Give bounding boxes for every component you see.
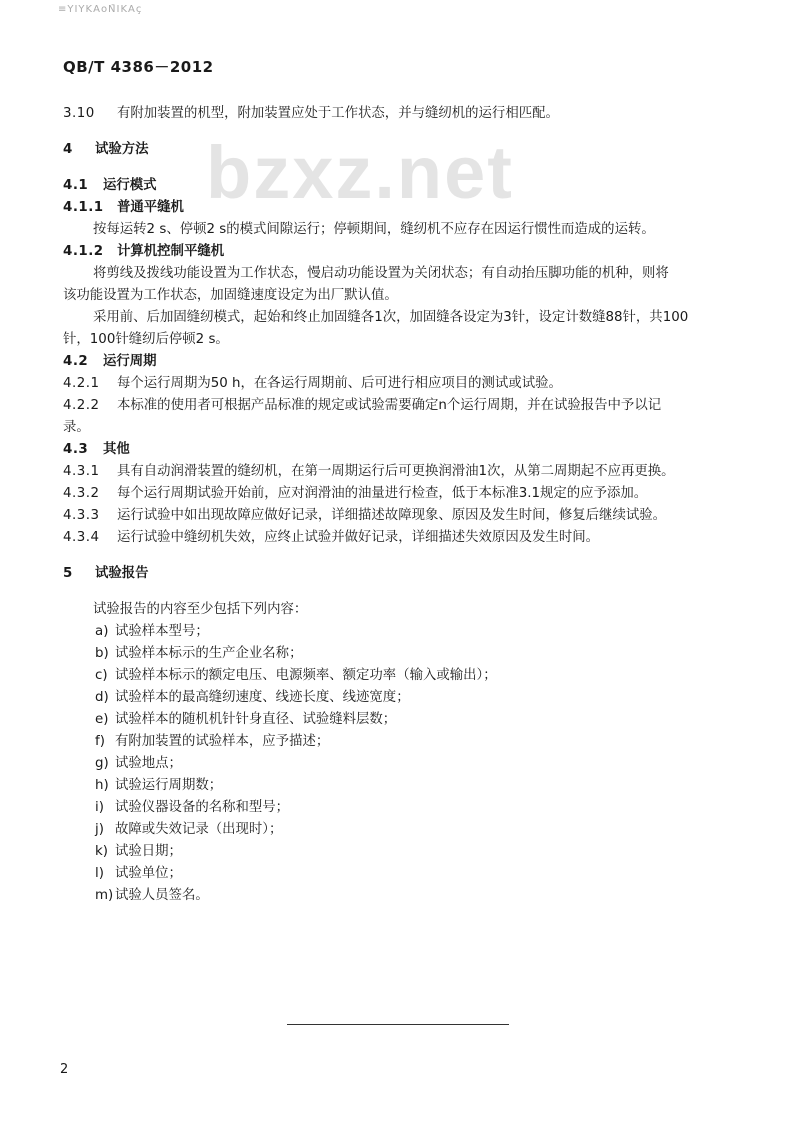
section-4-heading: [63, 139, 743, 161]
section-title: 试验报告: [95, 566, 149, 581]
clause-number: 4.2: [63, 354, 89, 369]
page-number: 2: [60, 1062, 69, 1077]
list-item-text: 试验仪器设备的名称和型号；: [115, 800, 290, 815]
clause-4-1-2-paragraph-1-cont: 该功能设置为工作状态，加固缝速度设定为出厂默认值。: [63, 288, 398, 303]
list-item: [63, 885, 743, 907]
list-item-text: 有附加装置的试验样本，应予描述；: [115, 734, 330, 749]
list-item-text: 试验样本标示的生产企业名称；: [115, 646, 303, 661]
list-item: [63, 797, 743, 819]
list-item-text: 试验样本的最高缝纫速度、线迹长度、线迹宽度；: [115, 690, 410, 705]
clause-number: 4.3.2: [63, 486, 100, 501]
clause-text: 具有自动润滑装置的缝纫机，在第一周期运行后可更换润滑油1次，从第二周期起不应再更换。: [117, 464, 675, 479]
list-item-label: l): [95, 866, 104, 881]
section-number: 4: [63, 142, 73, 157]
clause-number: 4.1: [63, 178, 89, 193]
clause-4-1-1-heading: [63, 197, 743, 219]
list-item-text: 试验日期；: [115, 844, 182, 859]
list-item-label: e): [95, 712, 109, 727]
list-item-label: f): [95, 734, 105, 749]
list-item-text: 试验单位；: [115, 866, 182, 881]
clause-number: 4.3: [63, 442, 89, 457]
clause-title: 其他: [103, 442, 130, 457]
top-mark: ≡ΥΙΥΚΑοΝ̄ΙΚΑç: [58, 4, 143, 15]
clause-4-2-heading: [63, 351, 743, 373]
list-item-text: 故障或失效记录（出现时）；: [115, 822, 283, 837]
list-item-label: b): [95, 646, 109, 661]
clause-4-3-4: [63, 527, 743, 549]
clause-4-3-heading: [63, 439, 743, 461]
clause-4-1-heading: [63, 175, 743, 197]
clause-text: 运行试验中缝纫机失效，应终止试验并做好记录，详细描述失效原因及发生时间。: [117, 530, 600, 545]
list-item: [63, 775, 743, 797]
clause-4-1-2-paragraph-1: 将剪线及拨线功能设置为工作状态，慢启动功能设置为关闭状态；有自动抬压脚功能的机种，则将: [93, 266, 669, 281]
clause-4-1-1-paragraph: 按每运转2 s、停顿2 s的模式间隙运行；停顿期间，缝纫机不应存在因运行惯性而造成的运转。: [93, 222, 655, 237]
clause-4-1-2-heading: [63, 241, 743, 263]
clause-number: 4.1.1: [63, 200, 104, 215]
list-item: [63, 621, 743, 643]
document-body: [63, 103, 743, 907]
list-item-text: 试验运行周期数；: [115, 778, 223, 793]
clause-title: 计算机控制平缝机: [117, 244, 225, 259]
section-title: 试验方法: [95, 142, 149, 157]
clause-number: 4.1.2: [63, 244, 104, 259]
clause-4-3-1: [63, 461, 743, 483]
list-item-label: h): [95, 778, 109, 793]
clause-text: 每个运行周期试验开始前，应对润滑油的油量进行检查，低于本标准3.1规定的应予添加。: [117, 486, 648, 501]
clause-4-3-3: [63, 505, 743, 527]
clause-number: 4.3.4: [63, 530, 100, 545]
watermark: bzxz.net: [206, 131, 514, 214]
clause-4-2-2-cont: 录。: [63, 420, 90, 435]
list-item: [63, 687, 743, 709]
list-item: [63, 643, 743, 665]
clause-number: 3.10: [63, 106, 95, 121]
list-item-text: 试验样本型号；: [115, 624, 209, 639]
clause-title: 运行周期: [103, 354, 157, 369]
clause-text: 每个运行周期为50 h，在各运行周期前、后可进行相应项目的测试或试验。: [117, 376, 562, 391]
clause-text: 本标准的使用者可根据产品标准的规定或试验需要确定n个运行周期，并在试验报告中予以记: [117, 398, 662, 413]
clause-number: 4.3.1: [63, 464, 100, 479]
list-item-text: 试验样本标示的额定电压、电源频率、额定功率（输入或输出）；: [115, 668, 497, 683]
clause-text: 有附加装置的机型，附加装置应处于工作状态，并与缝纫机的运行相匹配。: [117, 106, 559, 121]
clause-3-10: [63, 103, 743, 125]
clause-number: 4.2.1: [63, 376, 100, 391]
clause-title: 运行模式: [103, 178, 157, 193]
list-item-label: a): [95, 624, 109, 639]
list-item-label: j): [95, 822, 104, 837]
clause-4-2-2: [63, 395, 743, 417]
list-item: [63, 863, 743, 885]
clause-title: 普通平缝机: [117, 200, 184, 215]
list-item-label: g): [95, 756, 109, 771]
list-item: [63, 819, 743, 841]
clause-number: 4.3.3: [63, 508, 100, 523]
list-item-label: k): [95, 844, 108, 859]
list-item-text: 试验样本的随机机针针身直径、试验缝料层数；: [115, 712, 397, 727]
clause-text: 运行试验中如出现故障应做好记录，详细描述故障现象、原因及发生时间，修复后继续试验。: [117, 508, 667, 523]
list-item-text: 试验地点；: [115, 756, 182, 771]
list-item: [63, 753, 743, 775]
end-of-document-divider: [287, 1024, 509, 1025]
clause-4-1-2-paragraph-2: 采用前、后加固缝纫模式，起始和终止加固缝各1次，加固缝各设定为3针，设定计数缝88针，共100: [93, 310, 689, 325]
report-item-list: [63, 621, 743, 907]
list-item-text: 试验人员签名。: [115, 888, 209, 903]
list-item: [63, 665, 743, 687]
list-item-label: m): [95, 888, 114, 903]
section-number: 5: [63, 566, 73, 581]
clause-4-3-2: [63, 483, 743, 505]
section-5-heading: [63, 563, 743, 585]
clause-4-1-2-paragraph-2-cont: 针，100针缝纫后停顿2 s。: [63, 332, 229, 347]
list-item-label: i): [95, 800, 104, 815]
section-5-intro: 试验报告的内容至少包括下列内容：: [93, 602, 308, 617]
list-item: [63, 709, 743, 731]
clause-4-2-1: [63, 373, 743, 395]
list-item: [63, 841, 743, 863]
standard-number: QB/T 4386－2012: [63, 58, 214, 76]
clause-number: 4.2.2: [63, 398, 100, 413]
list-item-label: c): [95, 668, 108, 683]
list-item: [63, 731, 743, 753]
list-item-label: d): [95, 690, 109, 705]
